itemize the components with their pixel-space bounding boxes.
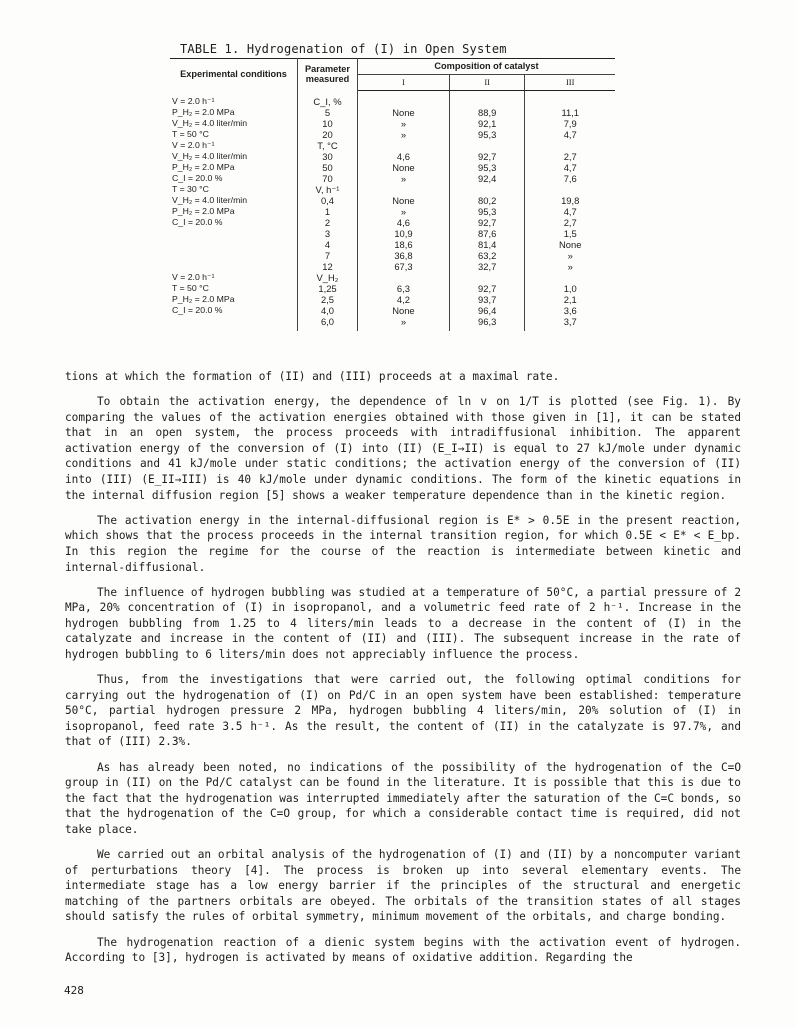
cell-parameter: 6,0 xyxy=(298,316,358,331)
cell-comp-i: None xyxy=(358,162,450,173)
cell-parameter: 7 xyxy=(298,250,358,261)
cell-comp-ii: 95,3 xyxy=(449,206,525,217)
cell-comp-ii: 63,2 xyxy=(449,250,525,261)
hydrogenation-table xyxy=(170,58,615,331)
cell-parameter: 12 xyxy=(298,261,358,272)
cell-comp-ii xyxy=(449,140,525,151)
table-row xyxy=(170,162,615,173)
table-row xyxy=(170,91,615,108)
table-row xyxy=(170,294,615,305)
page-number: 428 xyxy=(64,984,84,997)
table-row xyxy=(170,140,615,151)
header-col-iii: III xyxy=(525,75,615,91)
cell-parameter: V_H₂ xyxy=(298,272,358,283)
cell-parameter: 3 xyxy=(298,228,358,239)
cell-comp-ii: 95,3 xyxy=(449,129,525,140)
table-row xyxy=(170,206,615,217)
cell-parameter: 2,5 xyxy=(298,294,358,305)
cell-comp-iii: » xyxy=(567,250,573,261)
cell-comp-ii: 96,4 xyxy=(449,305,525,316)
cell-comp-i: None xyxy=(358,195,450,206)
cell-comp-iii: 7,6 xyxy=(563,173,577,184)
cell-comp-iii: 1,0 xyxy=(563,283,577,294)
cell-comp-i: None xyxy=(358,107,450,118)
cell-parameter: 50 xyxy=(298,162,358,173)
cell-comp-iii: 1,5 xyxy=(563,228,577,239)
cell-comp-iii: » xyxy=(567,261,573,272)
cell-comp-i: » xyxy=(358,206,450,217)
cell-comp-i: 4,6 xyxy=(358,217,450,228)
cell-parameter: 1 xyxy=(298,206,358,217)
cell-comp-i: » xyxy=(358,118,450,129)
cell-comp-ii: 92,7 xyxy=(449,283,525,294)
data-table xyxy=(170,58,615,331)
cell-comp-ii: 81,4 xyxy=(449,239,525,250)
cell-comp-ii: 95,3 xyxy=(449,162,525,173)
cell-comp-i: 18,6 xyxy=(358,239,450,250)
cell-condition xyxy=(170,261,298,272)
paragraph: The activation energy in the internal-diffusional region is E* > 0.5E in the present reaction, which shows that the process proceeds in the internal transition region, for which 0.5E < E* < E_bp. In this region the regime for the course of the reaction is intermediate between kinetic and internal-diffusional. xyxy=(65,513,741,574)
cell-condition xyxy=(170,239,298,250)
cell-parameter: 4 xyxy=(298,239,358,250)
cell-comp-ii: 80,2 xyxy=(449,195,525,206)
cell-parameter: C_I, % xyxy=(298,91,358,108)
paragraph: The influence of hydrogen bubbling was studied at a temperature of 50°C, a partial pressure of 2 MPa, 20% concentration of (I) in isopropanol, and a volumetric feed rate of 2 h⁻¹. Increase in the hydrogen bubbling from 1.25 to 4 liters/min leads to a decrease in the content of (I) in the catalyzate and increase in the content of (II) and (III). The subsequent increase in the rate of hydrogen bubbling to 6 liters/min does not appreciably influence the process. xyxy=(65,585,741,661)
cell-condition: V_H₂ = 4.0 liter/min xyxy=(170,151,298,162)
cell-parameter: T, °C xyxy=(298,140,358,151)
cell-comp-ii: 88,9 xyxy=(449,107,525,118)
cell-parameter: 2 xyxy=(298,217,358,228)
cell-comp-ii: 32,7 xyxy=(449,261,525,272)
cell-comp-iii: 7,9 xyxy=(563,118,577,129)
cell-condition: V = 2.0 h⁻¹ xyxy=(170,91,298,108)
table-row xyxy=(170,228,615,239)
cell-comp-iii xyxy=(525,184,615,195)
cell-parameter: 70 xyxy=(298,173,358,184)
cell-condition: P_H₂ = 2.0 MPa xyxy=(170,162,298,173)
cell-comp-i xyxy=(358,140,450,151)
paragraph: To obtain the activation energy, the dependence of ln v on 1/T is plotted (see Fig. 1). By comparing the values of the activation energies obtained with those given in [1], it can be stated that in an open system, the process proceeds with intradiffusional inhibition. The apparent activation energy of the conversion of (I) into (II) (E_I→II) is equal to 27 kJ/mole under dynamic conditions and 41 kJ/mole under static conditions; the activation energy of the conversion of (II) into (III) (E_II→III) is 40 kJ/mole under dynamic conditions. The form of the kinetic equations in the internal diffusion region [5] shows a weaker temperature dependence than in the kinetic region. xyxy=(65,395,741,502)
header-conditions: Experimental conditions xyxy=(170,59,298,91)
cell-condition xyxy=(170,250,298,261)
cell-condition: C_I = 20.0 % xyxy=(170,305,298,316)
cell-comp-ii: 92,7 xyxy=(449,217,525,228)
cell-condition: T = 30 °C xyxy=(170,184,298,195)
cell-condition: C_I = 20.0 % xyxy=(170,217,298,228)
header-composition: Composition of catalyst xyxy=(358,59,616,75)
cell-parameter: 30 xyxy=(298,151,358,162)
cell-condition: V = 2.0 h⁻¹ xyxy=(170,272,298,283)
cell-comp-i: 4,6 xyxy=(358,151,450,162)
cell-condition xyxy=(170,316,298,331)
cell-comp-i: 36,8 xyxy=(358,250,450,261)
cell-comp-iii: None xyxy=(559,239,582,250)
table-row xyxy=(170,217,615,228)
table-row xyxy=(170,107,615,118)
table-row xyxy=(170,173,615,184)
cell-comp-iii: 2,1 xyxy=(563,294,577,305)
cell-comp-ii: 96,3 xyxy=(449,316,525,331)
cell-comp-ii: 92,7 xyxy=(449,151,525,162)
cell-comp-iii xyxy=(525,91,615,108)
header-col-i: I xyxy=(358,75,450,91)
cell-comp-ii xyxy=(449,184,525,195)
cell-parameter: 10 xyxy=(298,118,358,129)
cell-comp-iii: 3,6 xyxy=(563,305,577,316)
cell-comp-i: » xyxy=(358,316,450,331)
table-row xyxy=(170,184,615,195)
cell-parameter: 1,25 xyxy=(298,283,358,294)
table-row xyxy=(170,316,615,331)
table-row xyxy=(170,305,615,316)
paragraph: Thus, from the investigations that were carried out, the following optimal conditions for carrying out the hydrogenation of (I) on Pd/C in an open system have been established: temperature 50°C, partial hydrogen pressure 2 MPa, hydrogen bubbling 4 liters/min, 20% solution of (I) in isopropanol, feed rate 3.5 h⁻¹. As the result, the content of (II) in the catalyzate is 97.7%, and that of (III) 2.3%. xyxy=(65,673,741,749)
cell-comp-iii: 4,7 xyxy=(563,129,577,140)
table-row xyxy=(170,261,615,272)
cell-comp-ii xyxy=(449,272,525,283)
cell-comp-i: None xyxy=(358,305,450,316)
cell-comp-i: » xyxy=(358,173,450,184)
paragraph: The hydrogenation reaction of a dienic system begins with the activation event of hydrogen. According to [3], hydrogen is activated by means of oxidative addition. Regarding the xyxy=(65,935,741,965)
cell-comp-iii: 2,7 xyxy=(563,151,577,162)
paragraph: As has already been noted, no indications of the possibility of the hydrogenation of the C=O group in (II) on the Pd/C catalyst can be found in the literature. It is possible that this is due to the fact that the hydrogenation was interrupted immediately after the saturation of the C=C bonds, so that the hydrogenation of the C=O group, for which a considerable contact time is required, did not take place. xyxy=(65,760,741,836)
table-row xyxy=(170,250,615,261)
cell-comp-ii: 93,7 xyxy=(449,294,525,305)
table-body xyxy=(170,91,615,332)
cell-comp-iii: 4,7 xyxy=(563,206,577,217)
cell-condition: P_H₂ = 2.0 MPa xyxy=(170,107,298,118)
table-row xyxy=(170,239,615,250)
cell-condition: P_H₂ = 2.0 MPa xyxy=(170,206,298,217)
cell-comp-i: 10,9 xyxy=(358,228,450,239)
cell-comp-i: 4,2 xyxy=(358,294,450,305)
table-row xyxy=(170,118,615,129)
cell-condition: T = 50 °C xyxy=(170,283,298,294)
cell-parameter: 5 xyxy=(298,107,358,118)
cell-condition: V = 2.0 h⁻¹ xyxy=(170,140,298,151)
cell-condition: T = 50 °C xyxy=(170,129,298,140)
cell-condition: V_H₂ = 4.0 liter/min xyxy=(170,118,298,129)
table-row xyxy=(170,129,615,140)
cell-parameter: V, h⁻¹ xyxy=(298,184,358,195)
table-row xyxy=(170,272,615,283)
cell-comp-i: 67,3 xyxy=(358,261,450,272)
paragraph: tions at which the formation of (II) and (III) proceeds at a maximal rate. xyxy=(65,370,560,383)
cell-comp-ii xyxy=(449,91,525,108)
cell-comp-i xyxy=(358,272,450,283)
table-row xyxy=(170,283,615,294)
cell-comp-iii: 2,7 xyxy=(563,217,577,228)
cell-comp-iii: 4,7 xyxy=(563,162,577,173)
cell-parameter: 20 xyxy=(298,129,358,140)
table-caption: TABLE 1. Hydrogenation of (I) in Open System xyxy=(180,42,507,56)
cell-comp-i xyxy=(358,184,450,195)
cell-comp-iii: 11,1 xyxy=(561,107,579,118)
cell-condition xyxy=(170,228,298,239)
cell-condition: V_H₂ = 4.0 liter/min xyxy=(170,195,298,206)
header-col-ii: II xyxy=(449,75,525,91)
cell-condition: P_H₂ = 2.0 MPa xyxy=(170,294,298,305)
cell-comp-iii: 3,7 xyxy=(563,316,577,327)
table-row xyxy=(170,151,615,162)
table-row xyxy=(170,195,615,206)
cell-condition: C_I = 20.0 % xyxy=(170,173,298,184)
cell-comp-ii: 92,1 xyxy=(449,118,525,129)
cell-comp-ii: 87,6 xyxy=(449,228,525,239)
paragraph: We carried out an orbital analysis of the hydrogenation of (I) and (II) by a noncomputer variant of perturbations theory [4]. The process is broken up into several elementary events. The intermediate stage has a low energy barrier if the principles of the structural and energetic matching of the partners orbitals are obeyed. The orbitals of the transition states of all stages should satisfy the rules of orbital symmetry, minimum movement of the orbitals, and charge bonding. xyxy=(65,848,741,924)
cell-comp-i: » xyxy=(358,129,450,140)
cell-parameter: 4,0 xyxy=(298,305,358,316)
cell-comp-iii xyxy=(525,140,615,151)
cell-comp-iii: 19,8 xyxy=(561,195,580,206)
body-text xyxy=(65,369,741,975)
cell-comp-i: 6,3 xyxy=(358,283,450,294)
cell-comp-ii: 92,4 xyxy=(449,173,525,184)
header-parameter: Parameter measured xyxy=(298,59,358,91)
cell-parameter: 0,4 xyxy=(298,195,358,206)
cell-comp-iii xyxy=(525,272,615,283)
cell-comp-i xyxy=(358,91,450,108)
